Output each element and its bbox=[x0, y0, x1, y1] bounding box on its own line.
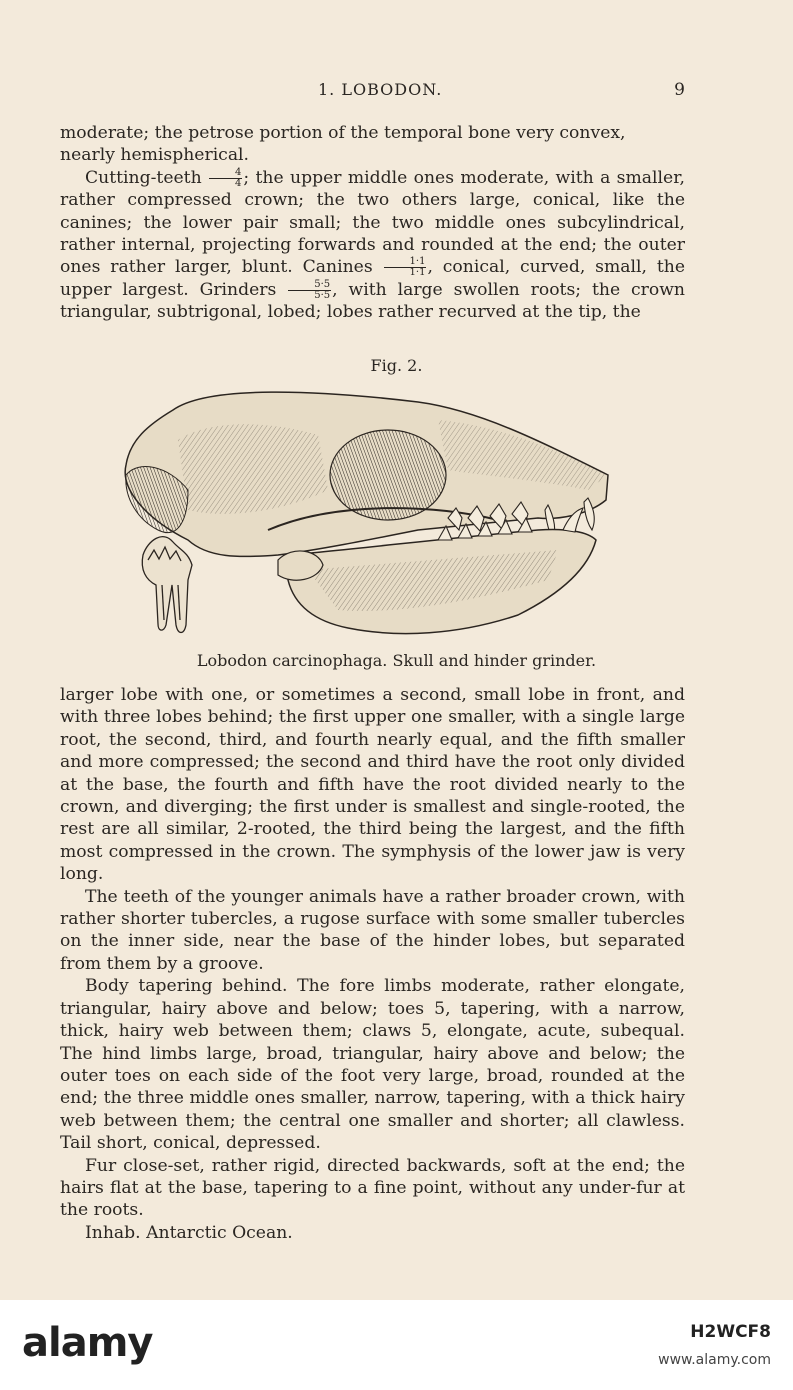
text-block-bottom bbox=[60, 684, 685, 1244]
fraction-cutting-teeth: $\frac{4}{4}$ bbox=[209, 168, 242, 189]
text-run: , conical, curved, small, the upper largest. Grinders bbox=[60, 257, 685, 300]
text-line: moderate; the petrose portion of the temporal bone very convex, bbox=[60, 123, 626, 143]
text-run: ; the upper middle ones moderate, with a smaller, rather compressed crown; the two others large, conical, like the canines; the lower pair small; the two middle ones subcylindrical, rather internal, projecting forwards and rounded at the end; the outer ones rather larger, blunt. Canines bbox=[60, 167, 686, 278]
paragraph-body: Body tapering behind. The fore limbs moderate, rather elongate, triangular, hairy above and below; toes 5, tapering, with a narrow, thick, hairy web between them; claws 5, elongate, acute, subequal. The hind limbs large, broad, triangular, hairy above and below; the outer toes on each side of the foot very large, broad, rounded at the end; the three middle ones smaller, narrow, tapering, with a thick hairy web between them; the central one smaller and shorter; all clawless. Tail short, conical, depressed. bbox=[60, 976, 685, 1154]
watermark-url: www.alamy.com bbox=[658, 1352, 771, 1368]
skull-illustration bbox=[118, 380, 618, 645]
paragraph-habitat: Inhab. Antarctic Ocean. bbox=[85, 1222, 293, 1243]
paragraph-young-teeth: The teeth of the younger animals have a rather broader crown, with rather shorter tubercles, a rugose surface with some smaller tubercles on the inner side, near the base of the hinder lobes, but separated from them by a groove. bbox=[60, 886, 685, 974]
page-number: 9 bbox=[674, 80, 685, 100]
watermark-strip bbox=[0, 1300, 793, 1390]
text-line: nearly hemispherical. bbox=[60, 145, 250, 166]
section-title: 1. LOBODON. bbox=[318, 80, 443, 99]
image-code: H2WCF8 bbox=[690, 1322, 771, 1342]
paragraph-dentition bbox=[60, 167, 685, 324]
fraction-canines: $\frac{1\cdot 1}{1\cdot 1}$ bbox=[384, 257, 427, 278]
figure-caption: Lobodon carcinophaga. Skull and hinder grinder. bbox=[196, 651, 597, 670]
text-run: , with large swollen roots; the crown triangular, subtrigonal, lobed; lobes rather recurved at the tip, the bbox=[60, 279, 686, 323]
figure-label: Fig. 2. bbox=[370, 356, 423, 375]
alamy-logo: alamy bbox=[22, 1320, 153, 1366]
paragraph-continuation bbox=[60, 122, 685, 167]
paragraph-lobes: larger lobe with one, or sometimes a second, small lobe in front, and with three lobes behind; the first upper one smaller, with a single large root, the second, third, and fourth nearly equal, and the fifth smaller and more compressed; the second and third have the root only divided at the base, the fourth and fifth have the root divided nearly to the crown, and diverging; the first under is smallest and single-rooted, the rest are all similar, 2-rooted, the third being the largest, and the fifth most compressed in the crown. The symphysis of the lower jaw is very long. bbox=[60, 685, 685, 885]
fraction-grinders: $\frac{5\cdot 5}{5\cdot 5}$ bbox=[288, 280, 331, 301]
running-header bbox=[60, 80, 685, 104]
paragraph-fur: Fur close-set, rather rigid, directed backwards, soft at the end; the hairs flat at the base, tapering to a fine point, without any under-fur at the roots. bbox=[60, 1155, 685, 1221]
text-block-top bbox=[60, 122, 685, 324]
text-run: Cutting-teeth bbox=[85, 167, 202, 188]
